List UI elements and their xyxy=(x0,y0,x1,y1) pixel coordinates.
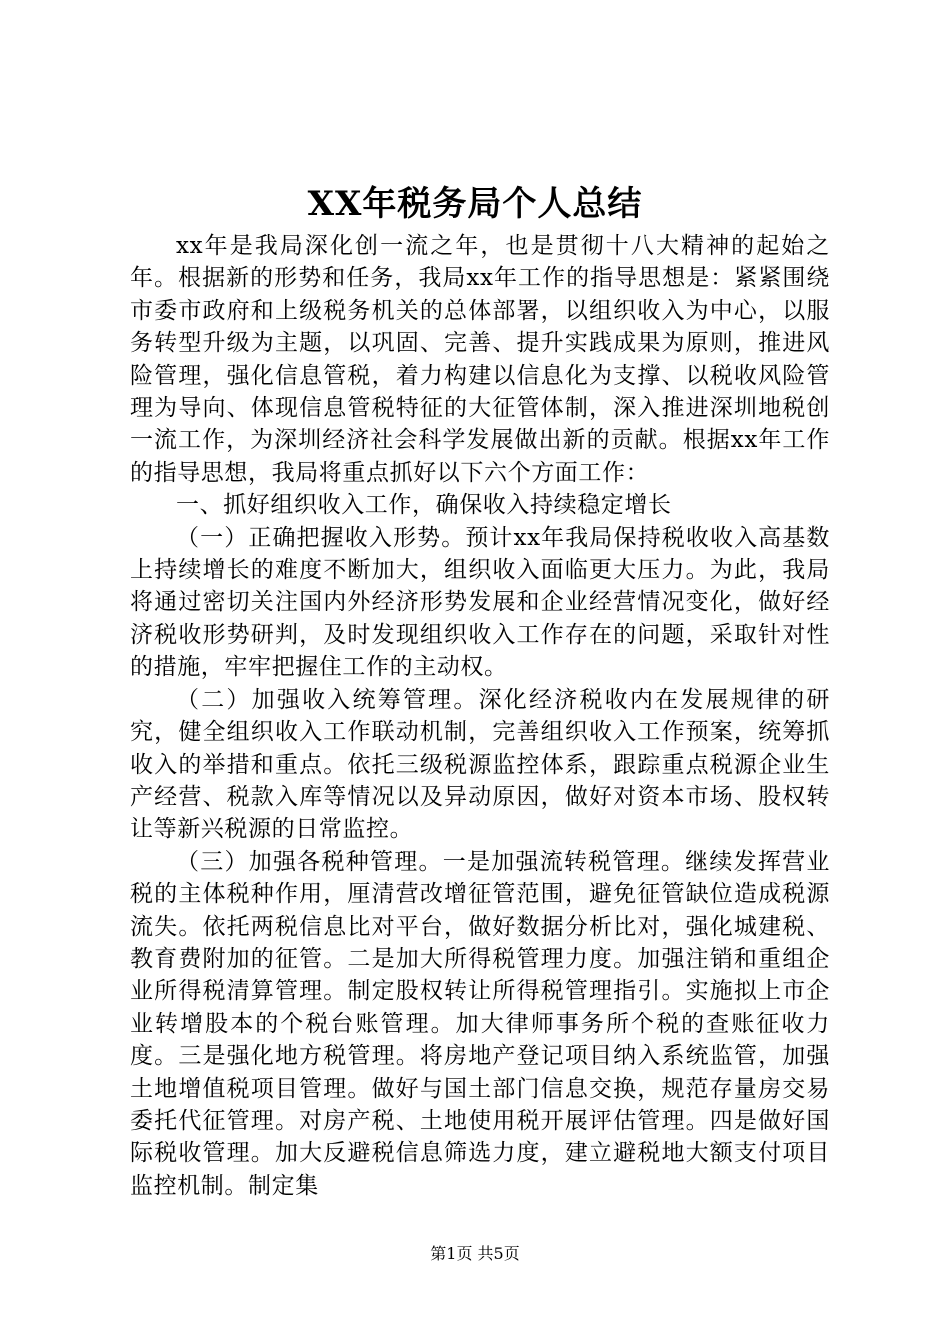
paragraph-1-3: （三）加强各税种管理。一是加强流转税管理。继续发挥营业税的主体税种作用，厘清营改增征管范围，避免征管缺位造成税源流失。依托两税信息比对平台，做好数据分析比对，强化城建税、教育费附加的征管。二是加大所得税管理力度。加强注销和重组企业所得税清算管理。制定股权转让所得税管理指引。实施拟上市企业转增股本的个税台账管理。加大律师事务所个税的查账征收力度。三是强化地方税管理。将房地产登记项目纳入系统监管，加强土地增值税项目管理。做好与国土部门信息交换，规范存量房交易委托代征管理。对房产税、土地使用税开展评估管理。四是做好国际税收管理。加大反避税信息筛选力度，建立避税地大额支付项目监控机制。制定集 xyxy=(130,848,830,1199)
paragraph-intro: xx年是我局深化创一流之年，也是贯彻十八大精神的起始之年。根据新的形势和任务，我局xx年工作的指导思想是：紧紧围绕市委市政府和上级税务机关的总体部署，以组织收入为中心，以服务转型升级为主题，以巩固、完善、提升实践成果为原则，推进风险管理，强化信息管税，着力构建以信息化为支撑、以税收风险管理为导向、体现信息管税特征的大征管体制，深入推进深圳地税创一流工作，为深圳经济社会科学发展做出新的贡献。根据xx年工作的指导思想，我局将重点抓好以下六个方面工作： xyxy=(130,233,830,486)
paragraph-1-1: （一）正确把握收入形势。预计xx年我局保持税收收入高基数上持续增长的难度不断加大，组织收入面临更大压力。为此，我局将通过密切关注国内外经济形势发展和企业经营情况变化，做好经济税收形势研判，及时发现组织收入工作存在的问题，采取针对性的措施，牢牢把握住工作的主动权。 xyxy=(130,524,830,681)
page-footer: 第1页 共5页 xyxy=(430,1244,520,1263)
document-body xyxy=(130,230,830,1202)
section-heading-1: 一、抓好组织收入工作，确保收入持续稳定增长 xyxy=(176,492,672,519)
paragraph-1-2: （二）加强收入统筹管理。深化经济税收内在发展规律的研究，健全组织收入工作联动机制，完善组织收入工作预案，统筹抓收入的举措和重点。依托三级税源监控体系，跟踪重点税源企业生产经营、税款入库等情况以及异动原因，做好对资本市场、股权转让等新兴税源的日常监控。 xyxy=(130,686,830,843)
document-title: XX年税务局个人总结 xyxy=(307,184,643,224)
